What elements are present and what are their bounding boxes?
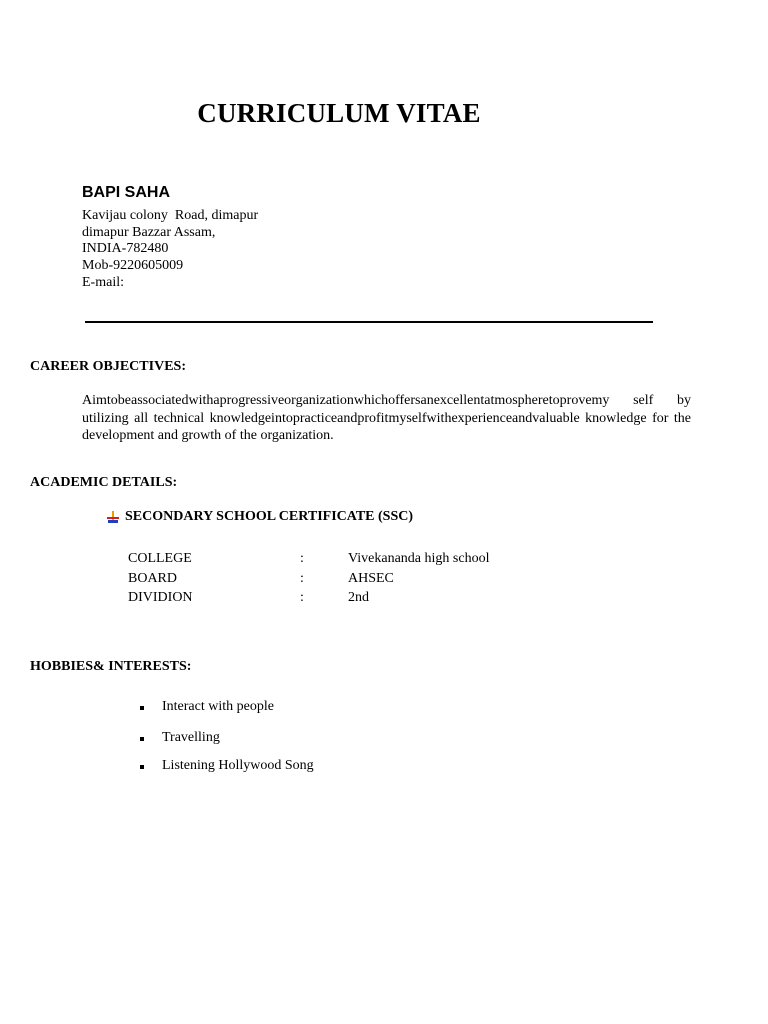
qualification-row [107, 509, 413, 525]
qualification-title: SECONDARY SCHOOL CERTIFICATE (SSC) [125, 509, 414, 524]
detail-key: COLLEGE [128, 551, 192, 566]
detail-value: 2nd [348, 590, 369, 605]
career-objectives-heading: CAREER OBJECTIVES: [30, 359, 186, 374]
detail-separator: : [300, 551, 304, 566]
cross-bullet-icon [107, 511, 119, 523]
table-row [128, 571, 489, 591]
detail-separator: : [300, 570, 304, 586]
square-bullet-icon [140, 765, 144, 769]
table-row [128, 551, 489, 571]
address-line: Kavijau colony Road, dimapur [82, 208, 259, 223]
detail-value: Vivekananda high school [348, 551, 490, 566]
detail-key: DIVIDION [128, 590, 193, 605]
horizontal-divider [85, 321, 653, 323]
phone-line: Mob-9220605009 [82, 258, 184, 273]
address-line: dimapur Bazzar Assam, [82, 225, 216, 240]
academic-details-heading: ACADEMIC DETAILS: [30, 475, 178, 490]
detail-key: BOARD [128, 570, 178, 586]
detail-value: AHSEC [348, 570, 394, 586]
address-line: INDIA-782480 [82, 241, 169, 256]
candidate-name: BAPI SAHA [82, 184, 171, 201]
hobby-text: Interact with people [162, 699, 274, 714]
career-objective-text: Aimtobeassociatedwithaprogressiveorganizationwhichoffersanexcellentatmospheretoprovemy self by utilizing all technical knowledgeintopracticeandprofitmyselfwithexperienceandvaluable knowledge for the development and growth of the organization. [82, 393, 691, 443]
hobby-text: Travelling [162, 730, 220, 745]
square-bullet-icon [140, 737, 144, 741]
email-line: E-mail: [82, 275, 124, 290]
document-title: CURRICULUM VITAE [197, 98, 481, 128]
square-bullet-icon [140, 706, 144, 710]
hobbies-heading: HOBBIES& INTERESTS: [30, 659, 192, 674]
academic-details-table [128, 551, 489, 610]
hobby-text: Listening Hollywood Song [162, 758, 314, 773]
table-row [128, 590, 489, 610]
detail-separator: : [300, 590, 304, 605]
